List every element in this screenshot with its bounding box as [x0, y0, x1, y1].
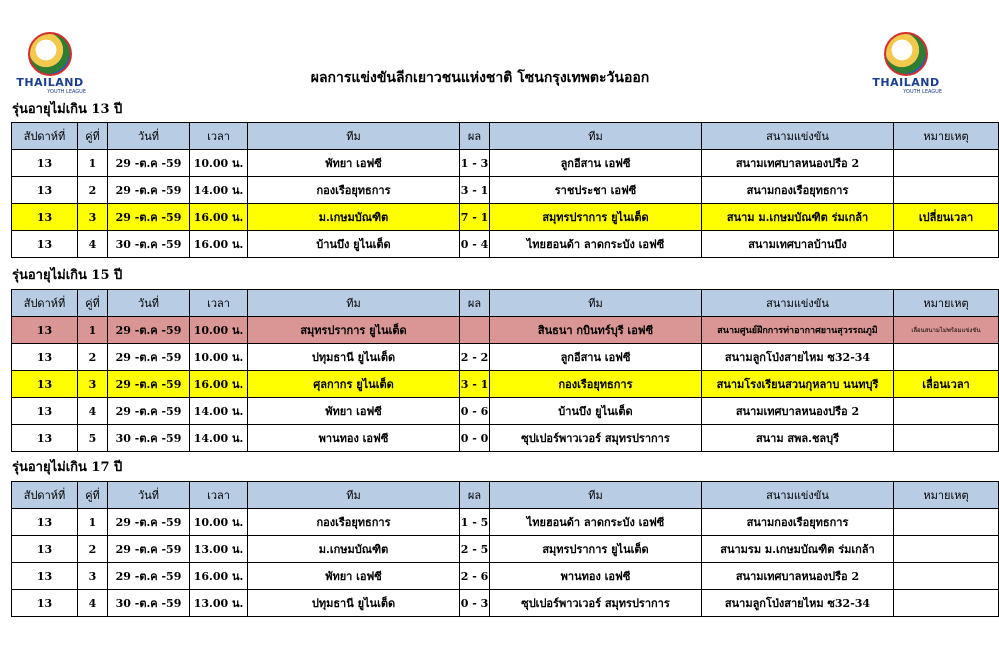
cell-note — [894, 177, 999, 204]
cell-score: 3 - 1 — [460, 177, 490, 204]
results-table — [11, 289, 999, 452]
cell-away: สินธนา กบินทร์บุรี เอฟซี — [490, 317, 702, 344]
cell-score: 2 - 5 — [460, 536, 490, 563]
cell-score: 2 - 6 — [460, 563, 490, 590]
cell-week: 13 — [12, 344, 78, 371]
cell-time: 10.00 น. — [190, 344, 248, 371]
cell-venue: สนาม ม.เกษมบัณฑิต ร่มเกล้า — [702, 204, 894, 231]
cell-home: ศุลกากร ยูไนเต็ด — [248, 371, 460, 398]
column-header: ทีม — [248, 123, 460, 150]
cell-note — [894, 231, 999, 258]
table-row — [12, 509, 999, 536]
cell-venue: สนามเทศบาลหนองปรือ 2 — [702, 563, 894, 590]
cell-home: พัทยา เอฟซี — [248, 563, 460, 590]
cell-score: 1 - 3 — [460, 150, 490, 177]
cell-venue: สนามกองเรือยุทธการ — [702, 509, 894, 536]
cell-week: 13 — [12, 509, 78, 536]
cell-note: เลื่อนเวลา — [894, 371, 999, 398]
column-header: สนามแข่งขัน — [702, 290, 894, 317]
cell-note — [894, 344, 999, 371]
cell-time: 14.00 น. — [190, 177, 248, 204]
cell-date: 30 -ต.ค -59 — [108, 590, 190, 617]
logo-wordmark: THAILAND — [16, 76, 84, 89]
cell-time: 14.00 น. — [190, 398, 248, 425]
cell-note: เลื่อนสนามไม่พร้อมแข่งขัน — [894, 317, 999, 344]
table-row — [12, 231, 999, 258]
cell-match: 4 — [78, 231, 108, 258]
cell-week: 13 — [12, 590, 78, 617]
cell-score — [460, 317, 490, 344]
cell-score: 3 - 1 — [460, 371, 490, 398]
cell-away: ซุปเปอร์พาวเวอร์ สมุทรปราการ — [490, 590, 702, 617]
table-row — [12, 344, 999, 371]
cell-time: 14.00 น. — [190, 425, 248, 452]
cell-time: 10.00 น. — [190, 317, 248, 344]
cell-date: 29 -ต.ค -59 — [108, 204, 190, 231]
cell-away: ซุปเปอร์พาวเวอร์ สมุทรปราการ — [490, 425, 702, 452]
cell-week: 13 — [12, 371, 78, 398]
cell-week: 13 — [12, 425, 78, 452]
column-header: ทีม — [490, 290, 702, 317]
column-header: ผล — [460, 482, 490, 509]
cell-away: พานทอง เอฟซี — [490, 563, 702, 590]
cell-venue: สนามลูกโป่งสายไหม ซ32-34 — [702, 590, 894, 617]
cell-time: 16.00 น. — [190, 563, 248, 590]
cell-venue: สนาม สพล.ชลบุรี — [702, 425, 894, 452]
results-table — [11, 122, 999, 258]
logo-wordmark: THAILAND — [872, 76, 940, 89]
column-header: เวลา — [190, 290, 248, 317]
table-row — [12, 398, 999, 425]
cell-score: 0 - 3 — [460, 590, 490, 617]
cell-week: 13 — [12, 204, 78, 231]
cell-score: 7 - 1 — [460, 204, 490, 231]
column-header: สนามแข่งขัน — [702, 123, 894, 150]
cell-week: 13 — [12, 398, 78, 425]
cell-date: 29 -ต.ค -59 — [108, 371, 190, 398]
table-row — [12, 317, 999, 344]
table-row — [12, 371, 999, 398]
cell-home: กองเรือยุทธการ — [248, 509, 460, 536]
cell-venue: สนามศูนย์ฝึกการท่าอากาศยานสุวรรณภูมิ — [702, 317, 894, 344]
cell-home: พานทอง เอฟซี — [248, 425, 460, 452]
cell-note — [894, 150, 999, 177]
results-table — [11, 481, 999, 617]
column-header: คู่ที่ — [78, 290, 108, 317]
column-header: หมายเหตุ — [894, 290, 999, 317]
page-title: ผลการแข่งขันลีกเยาวชนแห่งชาติ โซนกรุงเทพตะวันออก — [310, 70, 650, 86]
column-header: คู่ที่ — [78, 482, 108, 509]
cell-home: ม.เกษมบัณฑิต — [248, 204, 460, 231]
cell-match: 3 — [78, 204, 108, 231]
cell-match: 3 — [78, 371, 108, 398]
column-header: หมายเหตุ — [894, 482, 999, 509]
column-header: วันที่ — [108, 482, 190, 509]
cell-away: สมุทรปราการ ยูไนเต็ด — [490, 536, 702, 563]
column-header: ผล — [460, 123, 490, 150]
cell-home: พัทยา เอฟซี — [248, 150, 460, 177]
cell-date: 29 -ต.ค -59 — [108, 317, 190, 344]
section-title: รุ่นอายุไม่เกิน 17 ปี — [12, 460, 123, 475]
cell-match: 2 — [78, 177, 108, 204]
column-header: ผล — [460, 290, 490, 317]
table-row — [12, 536, 999, 563]
cell-match: 2 — [78, 344, 108, 371]
table-header-row — [12, 123, 999, 150]
column-header: สัปดาห์ที่ — [12, 290, 78, 317]
cell-date: 29 -ต.ค -59 — [108, 563, 190, 590]
column-header: ทีม — [490, 123, 702, 150]
cell-time: 16.00 น. — [190, 204, 248, 231]
cell-score: 0 - 4 — [460, 231, 490, 258]
column-header: สัปดาห์ที่ — [12, 123, 78, 150]
table-row — [12, 425, 999, 452]
cell-score: 0 - 0 — [460, 425, 490, 452]
cell-note — [894, 590, 999, 617]
cell-match: 3 — [78, 563, 108, 590]
cell-note — [894, 425, 999, 452]
cell-match: 5 — [78, 425, 108, 452]
table-row — [12, 563, 999, 590]
column-header: ทีม — [248, 290, 460, 317]
column-header: หมายเหตุ — [894, 123, 999, 150]
cell-date: 30 -ต.ค -59 — [108, 231, 190, 258]
cell-time: 10.00 น. — [190, 509, 248, 536]
cell-match: 1 — [78, 509, 108, 536]
cell-venue: สนามเทศบาลหนองปรือ 2 — [702, 398, 894, 425]
cell-note — [894, 536, 999, 563]
table-row — [12, 590, 999, 617]
cell-week: 13 — [12, 536, 78, 563]
cell-week: 13 — [12, 231, 78, 258]
table-header-row — [12, 290, 999, 317]
cell-note — [894, 398, 999, 425]
cell-venue: สนามรม ม.เกษมบัณฑิต ร่มเกล้า — [702, 536, 894, 563]
cell-away: ไทยฮอนด้า ลาดกระบัง เอฟซี — [490, 509, 702, 536]
cell-match: 1 — [78, 150, 108, 177]
logo-subtitle: YOUTH LEAGUE — [903, 89, 942, 95]
cell-time: 16.00 น. — [190, 371, 248, 398]
cell-week: 13 — [12, 563, 78, 590]
cell-date: 29 -ต.ค -59 — [108, 398, 190, 425]
cell-away: สมุทรปราการ ยูไนเต็ด — [490, 204, 702, 231]
cell-match: 2 — [78, 536, 108, 563]
column-header: วันที่ — [108, 123, 190, 150]
cell-home: สมุทรปราการ ยูไนเต็ด — [248, 317, 460, 344]
cell-time: 13.00 น. — [190, 590, 248, 617]
cell-time: 13.00 น. — [190, 536, 248, 563]
column-header: เวลา — [190, 482, 248, 509]
cell-away: ลูกอีสาน เอฟซี — [490, 344, 702, 371]
table-header-row — [12, 482, 999, 509]
cell-home: บ้านบึง ยูไนเต็ด — [248, 231, 460, 258]
cell-time: 10.00 น. — [190, 150, 248, 177]
column-header: ทีม — [490, 482, 702, 509]
table-row — [12, 204, 999, 231]
cell-week: 13 — [12, 177, 78, 204]
cell-away: กองเรือยุทธการ — [490, 371, 702, 398]
cell-date: 29 -ต.ค -59 — [108, 150, 190, 177]
cell-venue: สนามลูกโป่งสายไหม ซ32-34 — [702, 344, 894, 371]
cell-score: 0 - 6 — [460, 398, 490, 425]
cell-note — [894, 563, 999, 590]
table-row — [12, 177, 999, 204]
section-title: รุ่นอายุไม่เกิน 15 ปี — [12, 268, 123, 283]
logo-subtitle: YOUTH LEAGUE — [47, 89, 86, 95]
column-header: เวลา — [190, 123, 248, 150]
column-header: ทีม — [248, 482, 460, 509]
cell-week: 13 — [12, 317, 78, 344]
section-title: รุ่นอายุไม่เกิน 13 ปี — [12, 102, 123, 117]
cell-home: กองเรือยุทธการ — [248, 177, 460, 204]
cell-date: 29 -ต.ค -59 — [108, 344, 190, 371]
column-header: คู่ที่ — [78, 123, 108, 150]
cell-match: 4 — [78, 590, 108, 617]
cell-home: พัทยา เอฟซี — [248, 398, 460, 425]
cell-time: 16.00 น. — [190, 231, 248, 258]
cell-date: 30 -ต.ค -59 — [108, 425, 190, 452]
cell-home: ปทุมธานี ยูไนเต็ด — [248, 344, 460, 371]
cell-match: 1 — [78, 317, 108, 344]
cell-week: 13 — [12, 150, 78, 177]
cell-date: 29 -ต.ค -59 — [108, 177, 190, 204]
cell-away: บ้านบึง ยูไนเต็ด — [490, 398, 702, 425]
cell-venue: สนามโรงเรียนสวนกุหลาบ นนทบุรี — [702, 371, 894, 398]
cell-home: ปทุมธานี ยูไนเต็ด — [248, 590, 460, 617]
cell-venue: สนามเทศบาลหนองปรือ 2 — [702, 150, 894, 177]
cell-away: ราชประชา เอฟซี — [490, 177, 702, 204]
cell-home: ม.เกษมบัณฑิต — [248, 536, 460, 563]
table-row — [12, 150, 999, 177]
cell-score: 1 - 5 — [460, 509, 490, 536]
cell-venue: สนามเทศบาลบ้านบึง — [702, 231, 894, 258]
column-header: สัปดาห์ที่ — [12, 482, 78, 509]
cell-venue: สนามกองเรือยุทธการ — [702, 177, 894, 204]
cell-date: 29 -ต.ค -59 — [108, 536, 190, 563]
cell-match: 4 — [78, 398, 108, 425]
cell-away: ลูกอีสาน เอฟซี — [490, 150, 702, 177]
cell-away: ไทยฮอนด้า ลาดกระบัง เอฟซี — [490, 231, 702, 258]
column-header: สนามแข่งขัน — [702, 482, 894, 509]
cell-note — [894, 509, 999, 536]
cell-date: 29 -ต.ค -59 — [108, 509, 190, 536]
cell-note: เปลี่ยนเวลา — [894, 204, 999, 231]
column-header: วันที่ — [108, 290, 190, 317]
cell-score: 2 - 2 — [460, 344, 490, 371]
